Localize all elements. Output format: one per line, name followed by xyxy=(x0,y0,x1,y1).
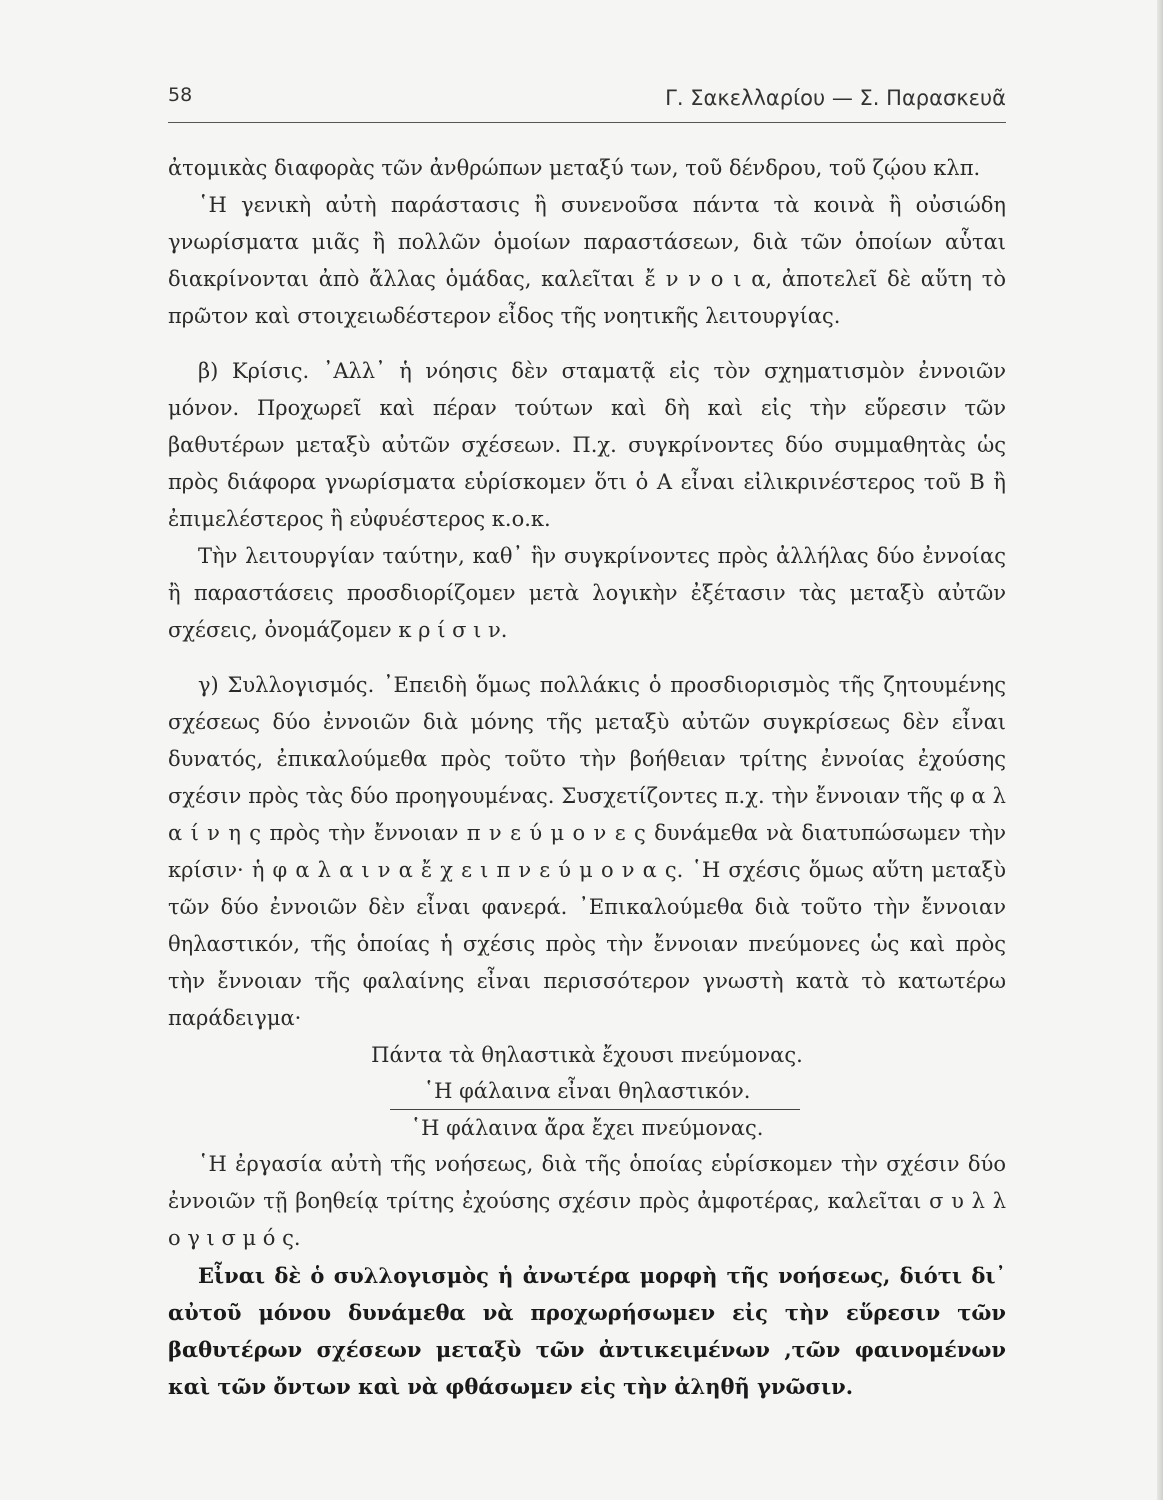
paragraph-judgment-definition: Τὴν λειτουργίαν ταύτην, καθ᾽ ἣν συγκρίνοντες πρὸς ἀλλήλας δύο ἐννοίας ἢ παραστάσεις προσδιορίζομεν μετὰ λογικὴν ἐξέτασιν τὰς μεταξὺ αὐτῶν σχέσεις, ὀνομάζομεν κ ρ ί σ ι ν. xyxy=(168,544,1006,642)
syllogism-example xyxy=(168,1037,1006,1146)
major-premise: Πάντα τὰ θηλαστικὰ ἔχουσι πνεύμονας. xyxy=(371,1043,803,1067)
running-head-authors: Γ. Σακελλαρίου — Σ. Παρασκευᾶ xyxy=(665,86,1006,110)
page-header xyxy=(168,82,1006,123)
paragraph-syllogism-definition: ῾Η ἐργασία αὐτὴ τῆς νοήσεως, διὰ τῆς ὁποίας εὑρίσκομεν τὴν σχέσιν δύο ἐννοιῶν τῇ βοηθείᾳ τρίτης ἐχούσης σχέσιν πρὸς ἀμφοτέρας, καλεῖται σ υ λ λ ο γ ι σ μ ό ς. xyxy=(168,1152,1006,1250)
paragraph-syllogism-heading: γ) Συλλογισμός. ᾽Επειδὴ ὅμως πολλάκις ὁ προσδιορισμὸς τῆς ζητουμένης σχέσεως δύο ἐννοιῶν διὰ μόνης τῆς μεταξὺ αὐτῶν συγκρίσεως δὲν εἶναι δυνατός, ἐπικαλούμεθα πρὸς τοῦτο τὴν βοήθειαν τρίτης ἐννοίας ἐχούσης σχέσιν πρὸς τὰς δύο προηγουμένας. Συσχετίζοντες π.χ. τὴν ἔννοιαν τῆς φ α λ α ί ν η ς πρὸς τὴν ἔννοιαν π ν ε ύ μ ο ν ε ς δυνάμεθα νὰ διατυπώσωμεν τὴν κρίσιν· ἡ φ α λ α ι ν α ἔ χ ε ι π ν ε ύ μ ο ν α ς. ῾Η σχέσις ὅμως αὕτη μεταξὺ τῶν δύο ἐννοιῶν δὲν εἶναι φανερά. ᾽Επικαλούμεθα διὰ τοῦτο τὴν ἔννοιαν θηλαστικόν, τῆς ὁποίας ἡ σχέσις πρὸς τὴν ἔννοιαν πνεύμονες ὡς καὶ πρὸς τὴν ἔννοιαν τῆς φαλαίνης εἶναι περισσότερον γνωστὴ κατὰ τὸ κατωτέρω παράδειγμα· xyxy=(168,673,1006,1030)
paragraph-syllogism-conclusion: Εἶναι δὲ ὁ συλλογισμὸς ἡ ἀνωτέρα μορφὴ τῆς νοήσεως, διότι δι᾽ αὐτοῦ μόνου δυνάμεθα νὰ προχωρήσωμεν εἰς τὴν εὕρεσιν τῶν βαθυτέρων σχέσεων μεταξὺ τῶν ἀντικειμένων ,τῶν φαινομένων καὶ τῶν ὄντων καὶ νὰ φθάσωμεν εἰς τὴν ἀληθῆ γνῶσιν. xyxy=(168,1263,1006,1399)
paragraph-continuation: ἀτομικὰς διαφορὰς τῶν ἀνθρώπων μεταξύ των, τοῦ δένδρου, τοῦ ζῴου κλπ. xyxy=(168,156,981,180)
page-body xyxy=(168,150,1006,1405)
paragraph-concept: ῾Η γενικὴ αὐτὴ παράστασις ἢ συνενοῦσα πάντα τὰ κοινὰ ἢ οὐσιώδη γνωρίσματα μιᾶς ἢ πολλῶν ὁμοίων παραστάσεων, διὰ τῶν ὁποίων αὗται διακρίνονται ἀπὸ ἄλλας ὁμάδας, καλεῖται ἔ ν ν ο ι α, ἀποτελεῖ δὲ αὕτη τὸ πρῶτον καὶ στοιχειωδέστερον εἶδος τῆς νοητικῆς λειτουργίας. xyxy=(168,193,1006,328)
conclusion-rule xyxy=(390,1109,800,1110)
paragraph-judgment-heading: β) Κρίσις. ᾽Αλλ᾽ ἡ νόησις δὲν σταματᾷ εἰς τὸν σχηματισμὸν ἐννοιῶν μόνον. Προχωρεῖ καὶ πέραν τούτων καὶ δὴ καὶ εἰς τὴν εὕρεσιν τῶν βαθυτέρων μεταξὺ αὐτῶν σχέσεων. Π.χ. συγκρίνοντες δύο συμμαθητὰς ὡς πρὸς διάφορα γνωρίσματα εὑρίσκομεν ὅτι ὁ Α εἶναι εἰλικρινέστερος τοῦ Β ἢ ἐπιμελέστερος ἢ εὐφυέστερος κ.ο.κ. xyxy=(168,359,1006,531)
conclusion: ῾Η φάλαινα ἄρα ἔχει πνεύμονας. xyxy=(410,1116,764,1140)
minor-premise: ῾Η φάλαινα εἶναι θηλαστικόν. xyxy=(423,1079,751,1103)
page-edge-shadow xyxy=(1157,0,1163,1500)
page-number: 58 xyxy=(168,84,193,106)
